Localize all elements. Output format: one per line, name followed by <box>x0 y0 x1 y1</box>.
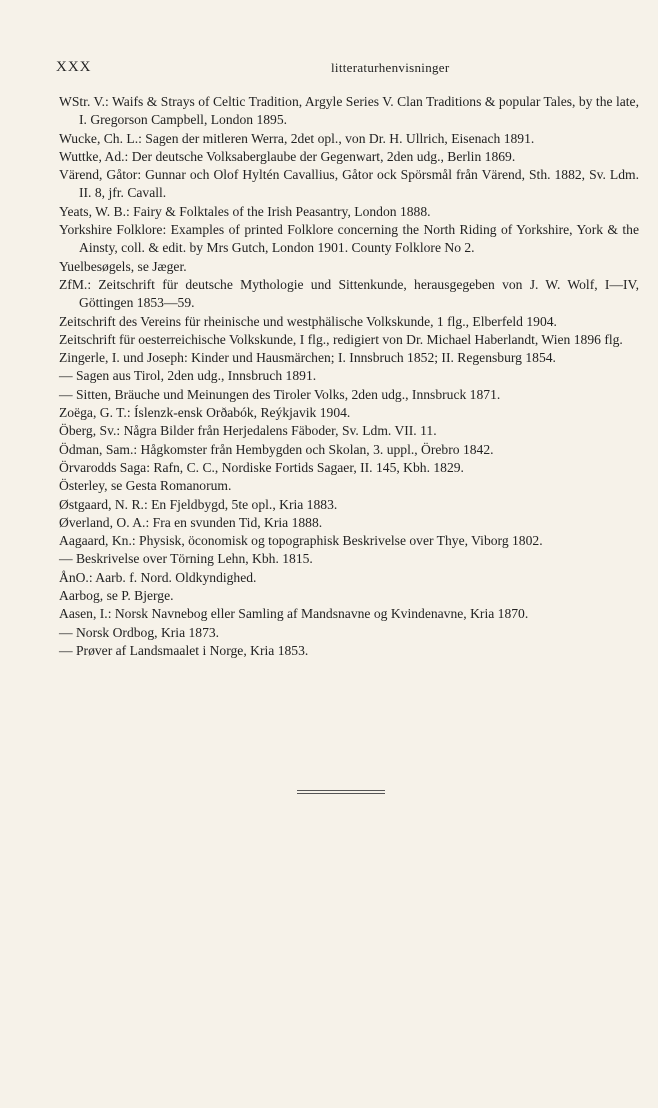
bibliography-entry: — Sagen aus Tirol, 2den udg., Innsbruch 1891. <box>59 368 317 384</box>
page-header <box>56 59 638 81</box>
bibliography-entry: Zeitschrift für oesterreichische Volkskunde, I flg., redigiert von Dr. Michael Haberlandt, Wien 1896 flg. <box>59 331 623 347</box>
bibliography-entry: Zingerle, I. und Joseph: Kinder und Hausmärchen; I. Innsbruch 1852; II. Regensburg 1854. <box>59 350 556 366</box>
divider <box>297 790 385 791</box>
bibliography-entry: ÅnO.: Aarb. f. Nord. Oldkyndighed. <box>59 569 257 585</box>
bibliography-entry: Aagaard, Kn.: Physisk, öconomisk og topographisk Beskrivelse over Thye, Viborg 1802. <box>59 533 543 549</box>
bibliography-entry: Österley, se Gesta Romanorum. <box>59 478 232 494</box>
bibliography-entry: Wuttke, Ad.: Der deutsche Volksaberglaube der Gegenwart, 2den udg., Berlin 1869. <box>59 148 516 164</box>
bibliography-entry: — Sitten, Bräuche und Meinungen des Tiroler Volks, 2den udg., Innsbruck 1871. <box>59 386 501 402</box>
bibliography-entry: Wucke, Ch. L.: Sagen der mitleren Werra, 2det opl., von Dr. H. Ullrich, Eisenach 1891. <box>59 130 535 146</box>
bibliography-entry: Zoëga, G. T.: Íslenzk-ensk Orðabók, Reýkjavik 1904. <box>59 405 351 421</box>
end-rule <box>297 790 385 796</box>
bibliography-entry: Ödman, Sam.: Hågkomster från Hembygden och Skolan, 3. uppl., Örebro 1842. <box>59 441 494 457</box>
bibliography-entry: Østgaard, N. R.: En Fjeldbygd, 5te opl., Kria 1883. <box>59 496 338 512</box>
bibliography-entry: — Beskrivelse over Törning Lehn, Kbh. 1815. <box>59 551 313 567</box>
bibliography-entry: Aasen, I.: Norsk Navnebog eller Samling af Mandsnavne og Kvindenavne, Kria 1870. <box>59 606 529 622</box>
running-head: litteraturhenvisninger <box>331 60 450 75</box>
bibliography-entry: Yuelbesøgels, se Jæger. <box>59 258 187 274</box>
bibliography-entry: ZfM.: Zeitschrift für deutsche Mythologie und Sittenkunde, herausgegeben von J. W. Wolf, I—IV, Göttingen 1853—59. <box>59 276 639 311</box>
bibliography-entry: Zeitschrift des Vereins für rheinische und westphälische Volkskunde, 1 flg., Elberfeld 1904. <box>59 313 557 329</box>
divider <box>297 793 385 794</box>
bibliography-entry: Aarbog, se P. Bjerge. <box>59 588 174 604</box>
bibliography-list <box>59 93 639 660</box>
bibliography-entry: — Norsk Ordbog, Kria 1873. <box>59 624 220 640</box>
bibliography-entry: Öberg, Sv.: Några Bilder från Herjedalens Fäboder, Sv. Ldm. VII. 11. <box>59 423 437 439</box>
bibliography-entry: Värend, Gåtor: Gunnar och Olof Hyltén Cavallius, Gåtor ock Spörsmål från Värend, Sth. 1882, Sv. Ldm. II. 8, jfr. Cavall. <box>59 167 639 201</box>
bibliography-entry: Øverland, O. A.: Fra en svunden Tid, Kria 1888. <box>59 514 323 530</box>
bibliography-entry: Yorkshire Folklore: Examples of printed Folklore concerning the North Riding of Yorkshire, York & the Ainsty, coll. & edit. by Mrs Gutch, London 1901. County Folklore No 2. <box>59 222 639 256</box>
bibliography-entry: Örvarodds Saga: Rafn, C. C., Nordiske Fortids Sagaer, II. 145, Kbh. 1829. <box>59 459 464 475</box>
page-number: XXX <box>56 59 92 75</box>
bibliography-entry: WStr. V.: Waifs & Strays of Celtic Tradition, Argyle Series V. Clan Traditions & popular Tales, by the late, I. Gregorson Campbell, London 1895. <box>59 94 639 128</box>
bibliography-entry: — Prøver af Landsmaalet i Norge, Kria 1853. <box>59 642 309 658</box>
bibliography-entry: Yeats, W. B.: Fairy & Folktales of the Irish Peasantry, London 1888. <box>59 203 431 219</box>
